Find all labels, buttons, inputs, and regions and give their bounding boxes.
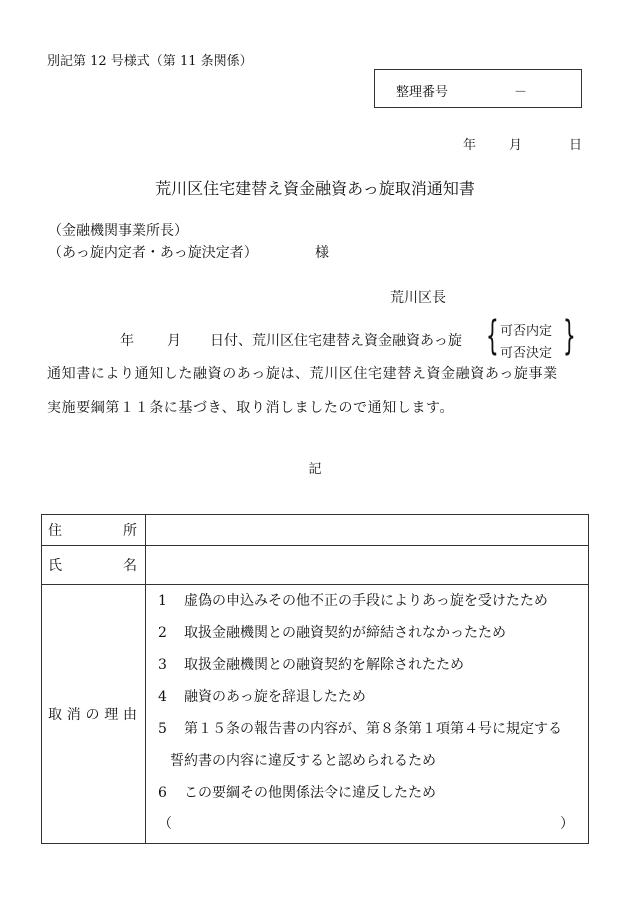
date-day: 日 — [569, 138, 583, 153]
reason-item: 5 第１５条の報告書の内容が、第８条第１項第４号に規定する — [158, 721, 562, 737]
body-month: 月 — [167, 333, 181, 349]
address-value[interactable] — [146, 515, 589, 546]
reason-item: 2 取扱金融機関との融資契約が締結されなかったため — [158, 625, 506, 641]
reference-number-dash: － — [514, 85, 528, 100]
reason-item: 4 融資のあっ旋を辞退したため — [158, 689, 366, 705]
paren-open: （ — [158, 816, 172, 832]
reason-item: 3 取扱金融機関との融資契約を解除されたため — [158, 657, 464, 673]
reason-item: 1 虚偽の申込みその他不正の手段によりあっ旋を受けたため — [158, 593, 548, 609]
sender: 荒川区長 — [390, 290, 446, 306]
reason-row — [42, 585, 589, 844]
option-tentative: 可否内定 — [500, 324, 553, 339]
address-row — [42, 515, 589, 546]
name-value[interactable] — [146, 546, 589, 585]
body-line-2: 通知書により通知した融資のあっ旋は、荒川区住宅建替え資金融資あっ旋事業 — [47, 366, 558, 382]
addressee-line-1: （金融機関事業所長） — [48, 223, 188, 239]
addressee-line-2: （あっ旋内定者・あっ旋決定者） — [48, 245, 258, 261]
form-label: 別記第 12 号様式（第 11 条関係） — [47, 54, 253, 69]
reference-number-label: 整理番号 — [396, 85, 449, 100]
date-year: 年 — [463, 138, 477, 153]
body-year: 年 — [120, 333, 134, 349]
body-line-3: 実施要綱第１１条に基づき、取り消しましたので通知します。 — [47, 400, 455, 416]
body-line-1: 日付、荒川区住宅建替え資金融資あっ旋 — [210, 333, 462, 349]
ki-marker: 記 — [308, 462, 322, 477]
right-brace: } — [563, 313, 576, 359]
addressee-honorific: 様 — [315, 245, 329, 261]
address-label: 住 所 — [42, 515, 146, 546]
reason-label: 取 消 の 理 由 — [42, 585, 146, 844]
left-brace: { — [486, 313, 499, 359]
reason-item: 6 この要綱その他関係法令に違反したため — [158, 785, 436, 801]
name-row — [42, 546, 589, 585]
name-label: 氏 名 — [42, 546, 146, 585]
paren-close: ） — [560, 816, 574, 832]
reason-item-continued: 誓約書の内容に違反すると認められるため — [170, 753, 436, 769]
details-table — [41, 514, 589, 844]
reasons-list — [146, 585, 589, 844]
other-reason-field[interactable] — [156, 809, 588, 839]
option-decided: 可否決定 — [500, 346, 553, 361]
date-month: 月 — [509, 138, 523, 153]
document-title: 荒川区住宅建替え資金融資あっ旋取消通知書 — [155, 179, 475, 198]
